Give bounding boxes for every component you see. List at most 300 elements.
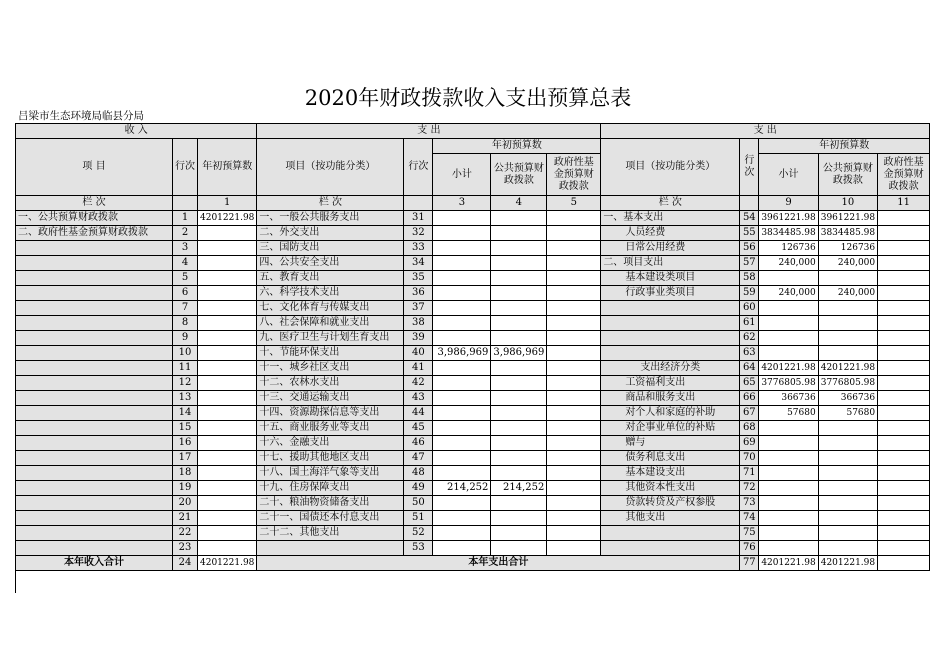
econ-gov-fund xyxy=(878,316,930,331)
page-title: 2020年财政拨款收入支出预算总表 xyxy=(304,86,632,110)
income-total-amount: 4201221.98 xyxy=(198,556,257,571)
expense-total-public: 4201221.98 xyxy=(818,556,877,571)
econ-gov-fund xyxy=(878,511,930,526)
col-index-5: 5 xyxy=(547,196,601,211)
econ-item: 贷款转贷及产权参股 xyxy=(601,496,740,511)
econ-subtotal xyxy=(759,451,818,466)
func-subtotal xyxy=(433,271,491,286)
econ-public xyxy=(818,316,877,331)
econ-public: 240,000 xyxy=(818,286,877,301)
func-subtotal xyxy=(433,331,491,346)
econ-row-no: 73 xyxy=(740,496,759,511)
econ-public: 366736 xyxy=(818,391,877,406)
income-amount xyxy=(198,496,257,511)
func-gov-fund xyxy=(547,391,601,406)
econ-public xyxy=(818,526,877,541)
func-item xyxy=(257,541,404,556)
func-row-no: 38 xyxy=(404,316,433,331)
func-row-no: 42 xyxy=(404,376,433,391)
func-subtotal xyxy=(433,316,491,331)
econ-subtotal: 3776805.98 xyxy=(759,376,818,391)
func-row-no: 51 xyxy=(404,511,433,526)
col-index-blank xyxy=(173,196,198,211)
func-item: 四、公共安全支出 xyxy=(257,256,404,271)
econ-public xyxy=(818,541,877,556)
income-row-no: 13 xyxy=(173,391,198,406)
econ-subtotal xyxy=(759,466,818,481)
econ-gov-fund xyxy=(878,346,930,361)
table-row xyxy=(16,286,930,301)
econ-gov-fund xyxy=(878,391,930,406)
tail-blank xyxy=(173,571,930,594)
totals-row xyxy=(16,556,930,571)
income-item: 二、政府性基金预算财政拨款 xyxy=(16,226,173,241)
func-item: 十、节能环保支出 xyxy=(257,346,404,361)
econ-item: 行政事业类项目 xyxy=(601,286,740,301)
income-row-no: 6 xyxy=(173,286,198,301)
table-body xyxy=(16,211,930,556)
func-public xyxy=(491,496,547,511)
income-row-no: 9 xyxy=(173,331,198,346)
econ-public xyxy=(818,511,877,526)
func-row-no: 37 xyxy=(404,301,433,316)
table-row xyxy=(16,421,930,436)
col-index-11: 11 xyxy=(878,196,930,211)
econ-row-no: 68 xyxy=(740,421,759,436)
econ-row-no: 61 xyxy=(740,316,759,331)
func-subtotal xyxy=(433,391,491,406)
econ-gov-fund xyxy=(878,331,930,346)
table-row xyxy=(16,436,930,451)
income-item xyxy=(16,241,173,256)
func-gov-fund xyxy=(547,286,601,301)
econ-item xyxy=(601,346,740,361)
func-subtotal xyxy=(433,241,491,256)
func-gov-fund xyxy=(547,301,601,316)
income-item xyxy=(16,421,173,436)
func-gov-fund xyxy=(547,496,601,511)
table-row xyxy=(16,331,930,346)
budget-amount-header: 年初预算数 xyxy=(198,139,257,196)
table-row xyxy=(16,271,930,286)
func-subtotal xyxy=(433,301,491,316)
table-row xyxy=(16,376,930,391)
func-public xyxy=(491,511,547,526)
econ-public: 240,000 xyxy=(818,256,877,271)
func-gov-fund xyxy=(547,376,601,391)
table-row xyxy=(16,406,930,421)
func-row-no: 52 xyxy=(404,526,433,541)
expense-total-gov xyxy=(878,556,930,571)
econ-subtotal: 126736 xyxy=(759,241,818,256)
econ-item xyxy=(601,541,740,556)
econ-public: 3834485.98 xyxy=(818,226,877,241)
func-row-no: 45 xyxy=(404,421,433,436)
func-public xyxy=(491,361,547,376)
row-no-header-3: 行次 xyxy=(740,139,759,196)
econ-item: 支出经济分类 xyxy=(601,361,740,376)
econ-row-no: 62 xyxy=(740,331,759,346)
econ-row-no: 54 xyxy=(740,211,759,226)
income-item xyxy=(16,511,173,526)
income-row-no: 3 xyxy=(173,241,198,256)
func-subtotal xyxy=(433,376,491,391)
func-gov-fund xyxy=(547,211,601,226)
func-row-no: 50 xyxy=(404,496,433,511)
income-row-no: 21 xyxy=(173,511,198,526)
func-item: 十三、交通运输支出 xyxy=(257,391,404,406)
econ-item: 对个人和家庭的补助 xyxy=(601,406,740,421)
income-amount xyxy=(198,271,257,286)
func-subtotal xyxy=(433,496,491,511)
func-item: 三、国防支出 xyxy=(257,241,404,256)
table-row xyxy=(16,481,930,496)
row-no-header-2: 行次 xyxy=(404,139,433,196)
income-amount xyxy=(198,376,257,391)
col-label-2: 栏 次 xyxy=(257,196,404,211)
income-amount xyxy=(198,286,257,301)
subtotal-header-2: 小计 xyxy=(759,154,818,196)
income-row-no: 19 xyxy=(173,481,198,496)
income-row-no: 1 xyxy=(173,211,198,226)
income-amount xyxy=(198,346,257,361)
table-tail xyxy=(16,571,930,594)
income-amount xyxy=(198,301,257,316)
income-item xyxy=(16,496,173,511)
budget-group-header-2: 年初预算数 xyxy=(759,139,930,154)
table-row xyxy=(16,256,930,271)
econ-row-no: 55 xyxy=(740,226,759,241)
econ-item: 二、项目支出 xyxy=(601,256,740,271)
func-item: 九、医疗卫生与计划生育支出 xyxy=(257,331,404,346)
func-item: 十五、商业服务业等支出 xyxy=(257,421,404,436)
table-row xyxy=(16,451,930,466)
func-item: 十四、资源勘探信息等支出 xyxy=(257,406,404,421)
table-row xyxy=(16,346,930,361)
func-item: 一、一般公共服务支出 xyxy=(257,211,404,226)
func-subtotal xyxy=(433,451,491,466)
income-row-no: 12 xyxy=(173,376,198,391)
col-index-3: 3 xyxy=(433,196,491,211)
income-row-no: 4 xyxy=(173,256,198,271)
table-row xyxy=(16,541,930,556)
func-public xyxy=(491,526,547,541)
func-subtotal xyxy=(433,256,491,271)
econ-gov-fund xyxy=(878,541,930,556)
func-item: 六、科学技术支出 xyxy=(257,286,404,301)
econ-row-no: 74 xyxy=(740,511,759,526)
func-row-no: 39 xyxy=(404,331,433,346)
func-gov-fund xyxy=(547,406,601,421)
econ-item: 基本建设类项目 xyxy=(601,271,740,286)
table-row xyxy=(16,526,930,541)
income-total-label: 本年收入合计 xyxy=(16,556,173,571)
econ-subtotal xyxy=(759,526,818,541)
econ-subtotal xyxy=(759,421,818,436)
func-gov-fund xyxy=(547,256,601,271)
econ-subtotal: 3961221.98 xyxy=(759,211,818,226)
func-subtotal xyxy=(433,406,491,421)
econ-gov-fund xyxy=(878,466,930,481)
econ-item: 赠与 xyxy=(601,436,740,451)
func-subtotal xyxy=(433,421,491,436)
func-item: 十一、城乡社区支出 xyxy=(257,361,404,376)
income-item xyxy=(16,481,173,496)
econ-item: 日常公用经费 xyxy=(601,241,740,256)
econ-subtotal xyxy=(759,331,818,346)
econ-public xyxy=(818,436,877,451)
func-row-no: 32 xyxy=(404,226,433,241)
econ-row-no: 69 xyxy=(740,436,759,451)
income-row-no: 5 xyxy=(173,271,198,286)
econ-subtotal xyxy=(759,271,818,286)
func-item: 十九、住房保障支出 xyxy=(257,481,404,496)
income-item xyxy=(16,541,173,556)
func-row-no: 44 xyxy=(404,406,433,421)
income-row-no: 22 xyxy=(173,526,198,541)
econ-public xyxy=(818,466,877,481)
econ-subtotal xyxy=(759,496,818,511)
table-row xyxy=(16,511,930,526)
func-gov-fund xyxy=(547,226,601,241)
col-label-3: 栏 次 xyxy=(601,196,740,211)
col-index-10: 10 xyxy=(818,196,877,211)
income-item xyxy=(16,361,173,376)
income-amount xyxy=(198,241,257,256)
func-gov-fund xyxy=(547,421,601,436)
income-item xyxy=(16,286,173,301)
income-amount xyxy=(198,526,257,541)
econ-public: 3776805.98 xyxy=(818,376,877,391)
func-item: 五、教育支出 xyxy=(257,271,404,286)
income-row-no: 14 xyxy=(173,406,198,421)
income-amount xyxy=(198,541,257,556)
func-row-no: 33 xyxy=(404,241,433,256)
func-row-no: 49 xyxy=(404,481,433,496)
income-item xyxy=(16,271,173,286)
income-item xyxy=(16,526,173,541)
econ-subtotal: 4201221.98 xyxy=(759,361,818,376)
income-row-no: 23 xyxy=(173,541,198,556)
income-item xyxy=(16,316,173,331)
func-gov-fund xyxy=(547,241,601,256)
func-gov-fund xyxy=(547,316,601,331)
func-row-no: 53 xyxy=(404,541,433,556)
func-public xyxy=(491,301,547,316)
table-row xyxy=(16,316,930,331)
expense-total-subtotal: 4201221.98 xyxy=(759,556,818,571)
expense-header-2: 支 出 xyxy=(601,124,930,139)
econ-row-no: 76 xyxy=(740,541,759,556)
gov-fund-header-2: 政府性基金预算财政拨款 xyxy=(878,154,930,196)
income-item xyxy=(16,376,173,391)
econ-item: 商品和服务支出 xyxy=(601,391,740,406)
func-public xyxy=(491,391,547,406)
func-gov-fund xyxy=(547,511,601,526)
income-row-no: 18 xyxy=(173,466,198,481)
organization-name: 吕梁市生态环境局临县分局 xyxy=(18,110,144,122)
income-amount xyxy=(198,481,257,496)
econ-gov-fund xyxy=(878,301,930,316)
econ-gov-fund xyxy=(878,256,930,271)
col-index-blank-3 xyxy=(740,196,759,211)
income-row-no: 20 xyxy=(173,496,198,511)
econ-item: 工资福利支出 xyxy=(601,376,740,391)
func-item: 十七、援助其他地区支出 xyxy=(257,451,404,466)
func-item: 七、文化体育与传媒支出 xyxy=(257,301,404,316)
econ-public xyxy=(818,451,877,466)
econ-gov-fund xyxy=(878,361,930,376)
expense-total-no: 77 xyxy=(740,556,759,571)
income-header: 收 入 xyxy=(16,124,257,139)
econ-gov-fund xyxy=(878,211,930,226)
econ-item: 其他资本性支出 xyxy=(601,481,740,496)
income-row-no: 15 xyxy=(173,421,198,436)
econ-item xyxy=(601,301,740,316)
func-item: 二十一、国债还本付息支出 xyxy=(257,511,404,526)
econ-item: 人员经费 xyxy=(601,226,740,241)
econ-gov-fund xyxy=(878,481,930,496)
header-row-1 xyxy=(16,124,930,139)
col-index-4: 4 xyxy=(491,196,547,211)
econ-subtotal: 3834485.98 xyxy=(759,226,818,241)
income-item xyxy=(16,436,173,451)
column-index-row xyxy=(16,196,930,211)
expense-header: 支 出 xyxy=(257,124,601,139)
econ-subtotal xyxy=(759,301,818,316)
func-row-no: 47 xyxy=(404,451,433,466)
income-amount xyxy=(198,361,257,376)
func-gov-fund xyxy=(547,451,601,466)
func-public xyxy=(491,256,547,271)
budget-table xyxy=(15,123,930,593)
func-public xyxy=(491,466,547,481)
func-row-no: 35 xyxy=(404,271,433,286)
income-amount xyxy=(198,466,257,481)
tail-cell xyxy=(16,571,173,594)
func-subtotal xyxy=(433,541,491,556)
income-item xyxy=(16,451,173,466)
func-public xyxy=(491,271,547,286)
income-amount xyxy=(198,511,257,526)
econ-gov-fund xyxy=(878,271,930,286)
func-subtotal xyxy=(433,511,491,526)
func-item: 二十二、其他支出 xyxy=(257,526,404,541)
func-public xyxy=(491,451,547,466)
econ-subtotal: 57680 xyxy=(759,406,818,421)
econ-public xyxy=(818,331,877,346)
econ-gov-fund xyxy=(878,496,930,511)
func-gov-fund xyxy=(547,346,601,361)
func-gov-fund xyxy=(547,481,601,496)
econ-row-no: 56 xyxy=(740,241,759,256)
econ-public: 126736 xyxy=(818,241,877,256)
func-public xyxy=(491,286,547,301)
table-row xyxy=(16,466,930,481)
header-row-2 xyxy=(16,139,930,154)
func-public xyxy=(491,541,547,556)
income-total-no: 24 xyxy=(173,556,198,571)
gov-fund-header: 政府性基金预算财政拨款 xyxy=(547,154,601,196)
func-row-no: 41 xyxy=(404,361,433,376)
income-amount xyxy=(198,421,257,436)
income-row-no: 8 xyxy=(173,316,198,331)
econ-public xyxy=(818,481,877,496)
econ-item xyxy=(601,316,740,331)
econ-subtotal xyxy=(759,436,818,451)
econ-gov-fund xyxy=(878,286,930,301)
func-gov-fund xyxy=(547,526,601,541)
income-amount xyxy=(198,316,257,331)
func-public xyxy=(491,211,547,226)
income-item xyxy=(16,346,173,361)
func-subtotal xyxy=(433,286,491,301)
econ-gov-fund xyxy=(878,436,930,451)
func-subtotal xyxy=(433,361,491,376)
table-row xyxy=(16,241,930,256)
col-index-9: 9 xyxy=(759,196,818,211)
func-subtotal xyxy=(433,211,491,226)
income-item xyxy=(16,466,173,481)
econ-subtotal: 240,000 xyxy=(759,256,818,271)
econ-gov-fund xyxy=(878,526,930,541)
econ-item: 债务利息支出 xyxy=(601,451,740,466)
income-row-no: 2 xyxy=(173,226,198,241)
income-item xyxy=(16,406,173,421)
econ-item xyxy=(601,331,740,346)
col-label: 栏 次 xyxy=(16,196,173,211)
income-row-no: 16 xyxy=(173,436,198,451)
func-public xyxy=(491,331,547,346)
econ-item: 一、基本支出 xyxy=(601,211,740,226)
econ-row-no: 60 xyxy=(740,301,759,316)
income-amount xyxy=(198,436,257,451)
func-row-no: 48 xyxy=(404,466,433,481)
public-budget-header: 公共预算财政拨款 xyxy=(491,154,547,196)
table-row xyxy=(16,361,930,376)
income-item xyxy=(16,256,173,271)
econ-row-no: 70 xyxy=(740,451,759,466)
func-item-header-2: 项目（按功能分类） xyxy=(601,139,740,196)
econ-gov-fund xyxy=(878,226,930,241)
econ-public xyxy=(818,421,877,436)
func-item: 十二、农林水支出 xyxy=(257,376,404,391)
func-row-no: 36 xyxy=(404,286,433,301)
func-subtotal xyxy=(433,436,491,451)
public-budget-header-2: 公共预算财政拨款 xyxy=(818,154,877,196)
econ-row-no: 67 xyxy=(740,406,759,421)
econ-row-no: 59 xyxy=(740,286,759,301)
func-gov-fund xyxy=(547,361,601,376)
income-item xyxy=(16,391,173,406)
income-amount: 4201221.98 xyxy=(198,211,257,226)
table-row xyxy=(16,391,930,406)
col-index-1: 1 xyxy=(198,196,257,211)
subtotal-header: 小计 xyxy=(433,154,491,196)
econ-public xyxy=(818,301,877,316)
func-item: 十六、金融支出 xyxy=(257,436,404,451)
econ-subtotal xyxy=(759,481,818,496)
econ-gov-fund xyxy=(878,421,930,436)
econ-subtotal: 240,000 xyxy=(759,286,818,301)
econ-row-no: 64 xyxy=(740,361,759,376)
income-row-no: 11 xyxy=(173,361,198,376)
econ-public: 4201221.98 xyxy=(818,361,877,376)
econ-gov-fund xyxy=(878,406,930,421)
table-row xyxy=(16,226,930,241)
func-gov-fund xyxy=(547,436,601,451)
income-item: 一、公共预算财政拨款 xyxy=(16,211,173,226)
